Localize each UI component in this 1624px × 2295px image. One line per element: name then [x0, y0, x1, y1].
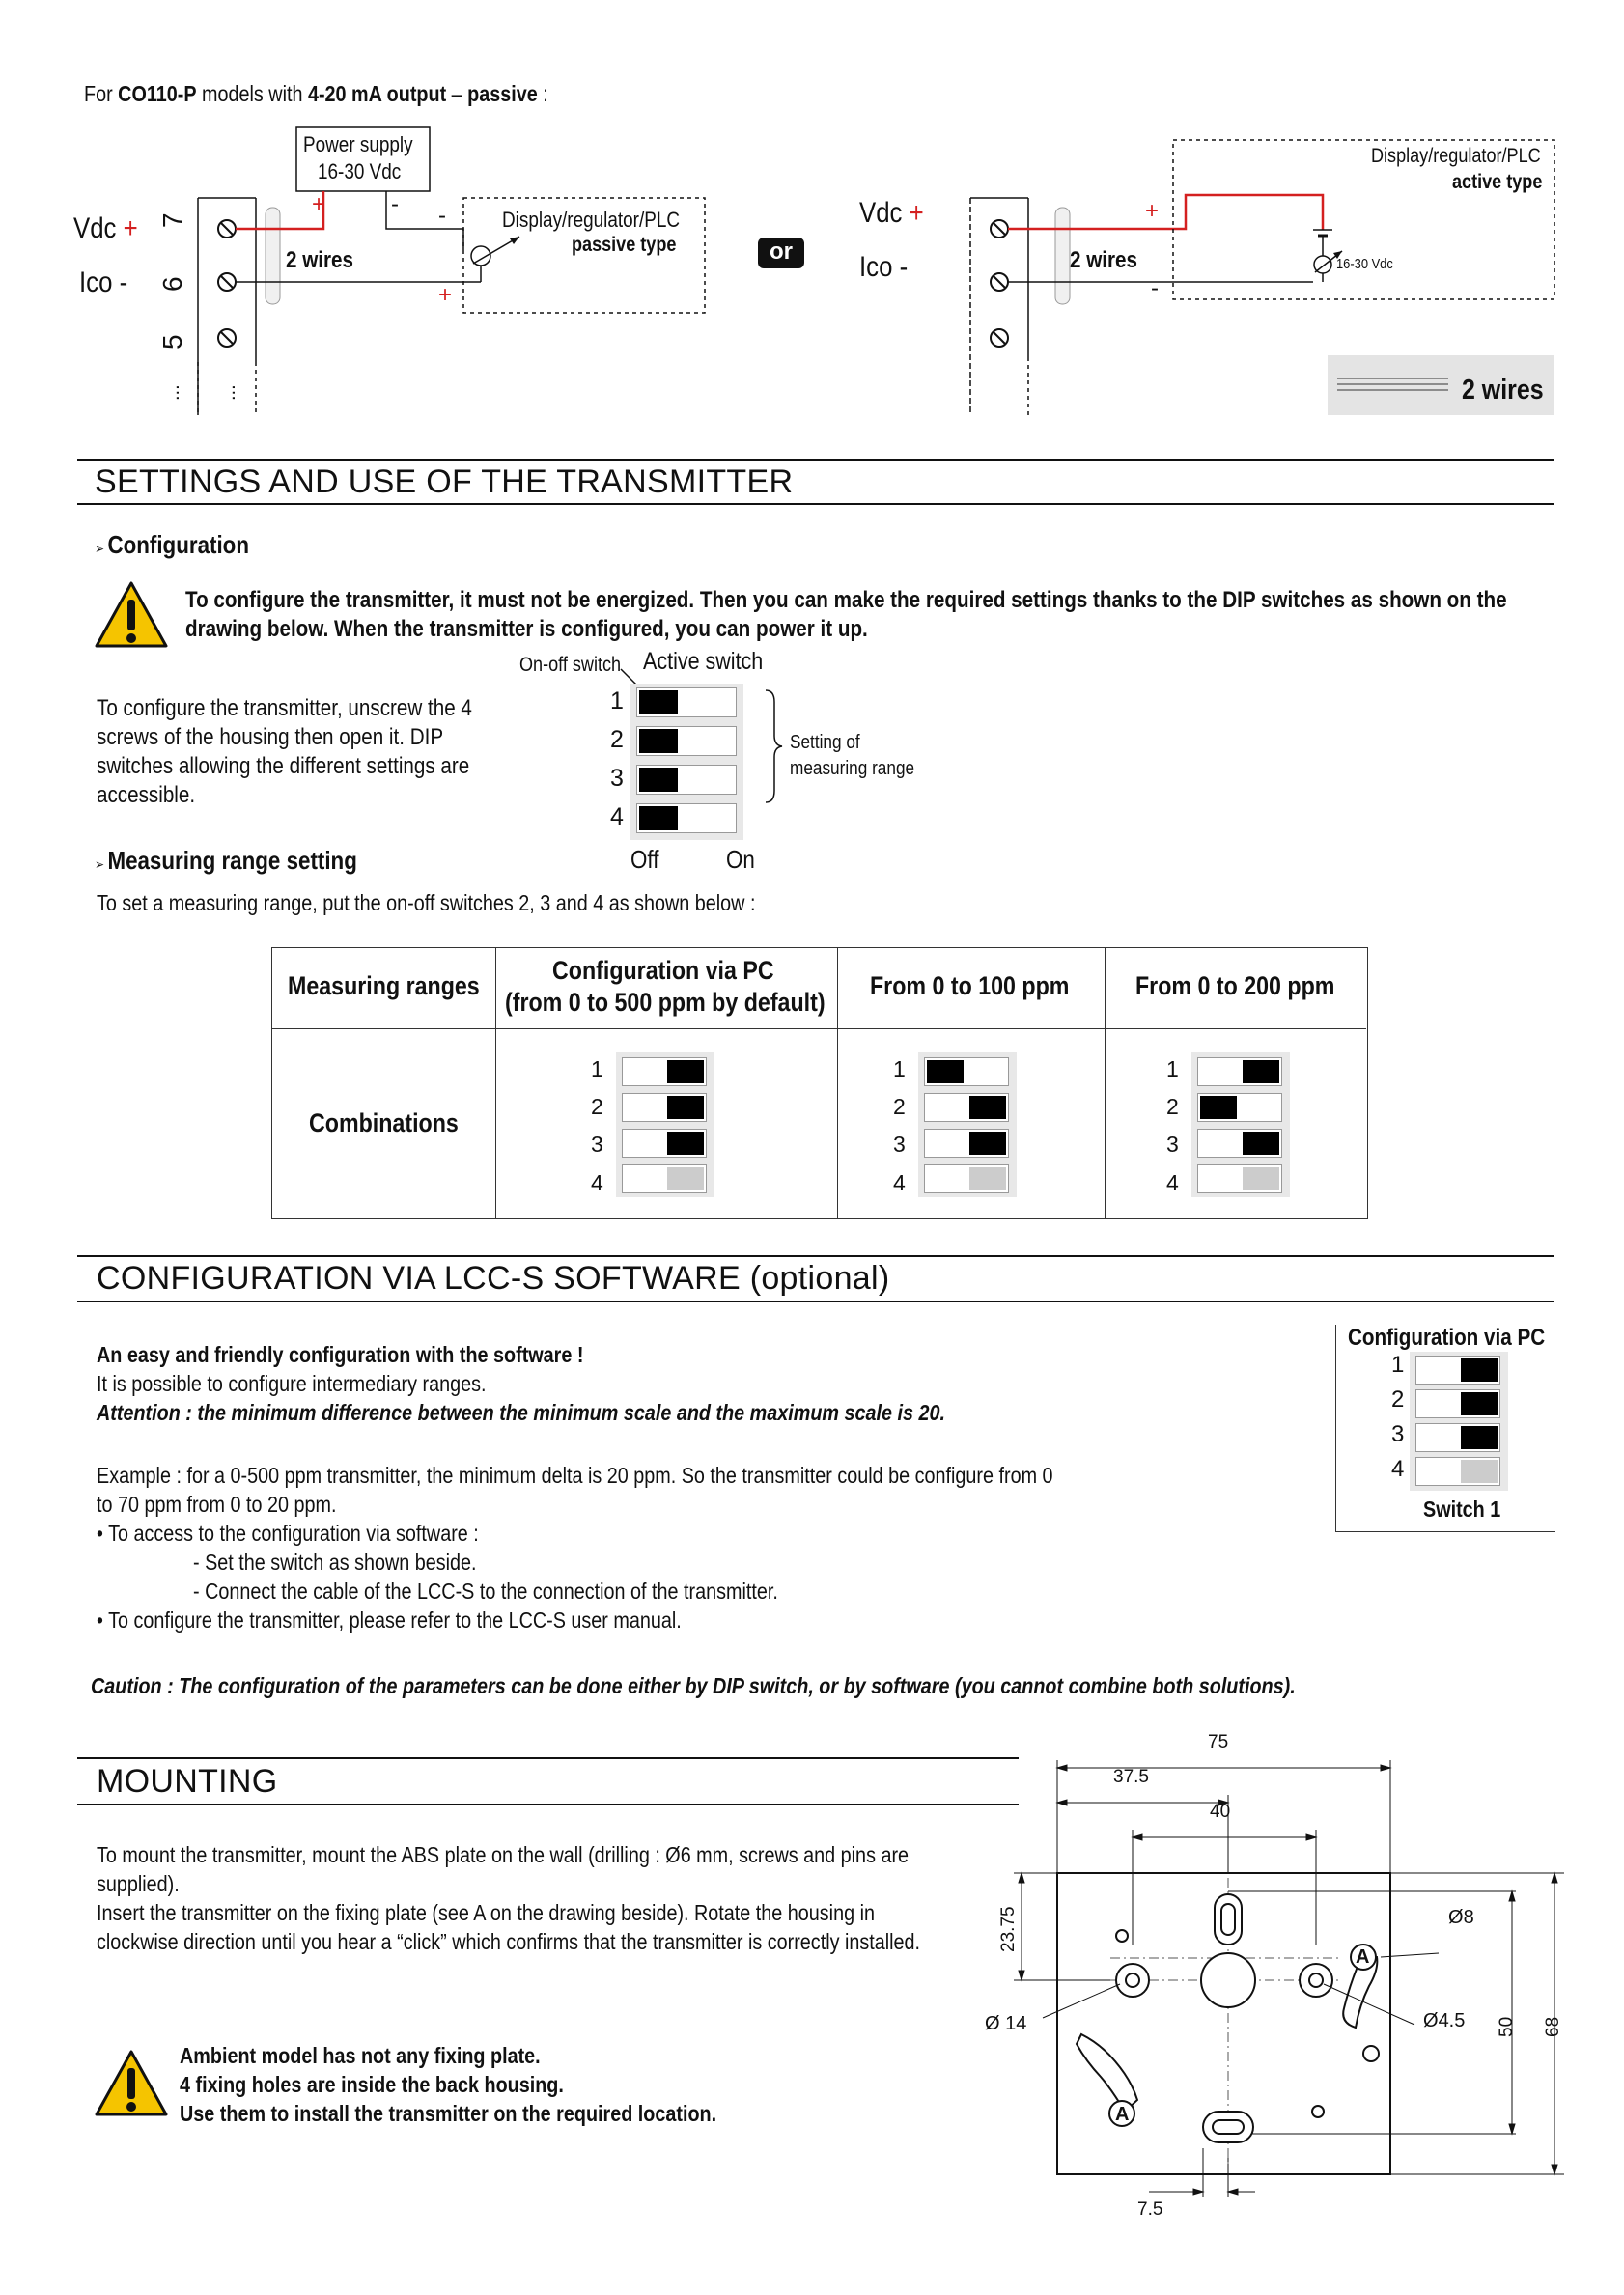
software-attention: Attention : the minimum difference between the minimum scale and the maximum scale is 20.: [97, 1400, 945, 1425]
col3-switch-1-knob: [1243, 1060, 1279, 1083]
pc-switch-1-knob: [1461, 1358, 1498, 1382]
active-vdc-text: Vdc: [859, 197, 903, 229]
col2-switch-2: [924, 1093, 1009, 1122]
intro-suffix: :: [537, 81, 548, 106]
settings-rule-bottom: [77, 503, 1554, 505]
active-vdc-label: [859, 197, 924, 230]
mounting-line-3: Insert the transmitter on the fixing plate (see A on the drawing beside). Rotate the housing in: [97, 1900, 875, 1925]
pc-box-title: Configuration via PC: [1348, 1325, 1546, 1351]
active-terminal-screw-1: [991, 220, 1008, 238]
dim-d45-value: 4.5: [1438, 2010, 1466, 2031]
col3-switch-3: [1197, 1129, 1282, 1158]
col2-switch-3-knob: [969, 1132, 1006, 1155]
software-caution: Caution : The configuration of the parameters can be done either by DIP switch, or by software (you cannot combine both solutions).: [91, 1673, 1296, 1698]
software-example-2: to 70 ppm from 0 to 20 ppm.: [97, 1492, 337, 1517]
terminal-num-7: 7: [157, 212, 187, 228]
dim-68: 68: [1543, 2016, 1563, 2037]
dim-37-5: 37.5: [1113, 1767, 1149, 1787]
mounting-title: MOUNTING: [97, 1763, 278, 1800]
dim-diameter-8: [1448, 1907, 1474, 1929]
pc-box-left-line: [1335, 1325, 1336, 1531]
dim-diameter-14: [985, 2013, 1026, 2035]
ambient-line-2: 4 fixing holes are inside the back housing.: [180, 2072, 564, 2097]
range-intro: To set a measuring range, put the on-off switches 2, 3 and 4 as shown below :: [97, 890, 756, 915]
onoff-switch-label: On-off switch: [519, 654, 622, 676]
vdc-plus: +: [123, 212, 138, 244]
col1-num-1: 1: [591, 1056, 603, 1081]
config-heading-text: Configuration: [107, 530, 250, 559]
software-bullet-1: • To access to the configuration via software :: [97, 1521, 479, 1546]
active-ico-label: [859, 251, 908, 284]
intro-prefix: For: [84, 81, 119, 106]
intro-model: CO110-P: [118, 81, 197, 106]
active-cable-sheath: [1055, 208, 1070, 304]
display-plus-sign: +: [438, 282, 453, 308]
warning-icon: [94, 580, 169, 650]
col2-num-2: 2: [893, 1094, 906, 1119]
intro-dash: –: [446, 81, 468, 106]
col1-switch-2-knob: [667, 1096, 704, 1119]
col2-switch-4: [924, 1164, 1009, 1193]
col1-switch-3-knob: [667, 1132, 704, 1155]
col1-switch-4: [622, 1164, 707, 1193]
table-combinations-header: Combinations: [309, 1108, 459, 1137]
col3-num-2: 2: [1166, 1094, 1179, 1119]
col3-switch-4-knob: [1243, 1167, 1279, 1190]
passive-device-label-2: passive type: [572, 234, 677, 256]
dim-diameter-4-5: [1423, 2010, 1465, 2032]
col3-switch-2: [1197, 1093, 1282, 1122]
col1-num-3: 3: [591, 1132, 603, 1157]
active-terminal-screw-3: [991, 329, 1008, 347]
col3-switch-4: [1197, 1164, 1282, 1193]
active-supply-label: 16-30 Vdc: [1336, 256, 1393, 272]
col1-num-2: 2: [591, 1094, 603, 1119]
col2-num-1: 1: [893, 1056, 906, 1081]
dim-d14-symbol: Ø: [985, 2013, 1000, 2034]
col1-switch-4-knob: [667, 1167, 704, 1190]
intro-line: [84, 79, 548, 109]
warning-text-1: To configure the transmitter, it must not be energized. Then you can make the required settings thanks to the DIP switches as shown on the: [185, 587, 1507, 613]
mounting-line-4: clockwise direction until you hear a “click” which confirms that the transmitter is correctly installed.: [97, 1929, 921, 1954]
active-device-label-1: Display/regulator/PLC: [1371, 145, 1541, 167]
table-col3-header: From 0 to 200 ppm: [1135, 971, 1335, 1000]
settings-rule-top: [77, 459, 1554, 461]
col2-switch-2-knob: [969, 1096, 1006, 1119]
dip-switch-3-knob: [639, 768, 678, 792]
dip-num-3: 3: [610, 765, 624, 792]
pc-switch-3: [1415, 1423, 1500, 1452]
terminal-num-6: 6: [157, 276, 187, 292]
table-row-header: Measuring ranges: [288, 971, 480, 1000]
dim-50: 50: [1497, 2016, 1517, 2037]
dip-num-4: 4: [610, 803, 624, 830]
dip-switch-1-knob: [639, 690, 678, 714]
passive-wires-label: 2 wires: [286, 247, 353, 273]
pc-num-3: 3: [1391, 1421, 1405, 1447]
col1-num-4: 4: [591, 1170, 603, 1195]
col2-switch-4-knob: [969, 1167, 1006, 1190]
ico-text: Ico: [79, 266, 113, 298]
pc-switch-4-knob: [1461, 1460, 1498, 1483]
pc-switch-3-knob: [1461, 1426, 1498, 1449]
off-label: Off: [630, 845, 659, 874]
terminal-num-5: 5: [157, 334, 187, 350]
label-a-right: A: [1356, 1946, 1370, 1968]
dim-d14-value: 14: [1005, 2013, 1027, 2034]
psu-minus-sign: -: [391, 191, 399, 217]
vdc-label: [73, 212, 138, 245]
intro-output: 4-20 mA output: [307, 81, 447, 106]
mounting-rule-bottom: [77, 1804, 1019, 1805]
col3-num-3: 3: [1166, 1132, 1179, 1157]
ambient-line-1: Ambient model has not any fixing plate.: [180, 2043, 541, 2068]
config-heading: [95, 530, 249, 560]
table-col2-header: From 0 to 100 ppm: [870, 971, 1070, 1000]
table-col1-header-1: Configuration via PC: [552, 956, 774, 985]
display-minus-sign: -: [438, 203, 446, 229]
ico-label: [79, 266, 127, 299]
active-ico-text: Ico: [859, 251, 893, 283]
terminal-screw-5: [218, 329, 236, 347]
terminal-screw-6: [218, 273, 236, 291]
terminal-dots-left: ...: [162, 384, 183, 401]
software-title: CONFIGURATION VIA LCC-S SOFTWARE (optional): [97, 1260, 890, 1297]
dim-7-5: 7.5: [1137, 2199, 1163, 2220]
power-supply-label-2: 16-30 Vdc: [318, 159, 402, 183]
dim-23-75: 23.75: [998, 1906, 1019, 1952]
dip-switch-4[interactable]: [636, 803, 737, 833]
brace-label-2: measuring range: [790, 758, 915, 779]
active-switch-label: Active switch: [643, 648, 764, 675]
col2-num-4: 4: [893, 1170, 906, 1195]
pc-box-caption: Switch 1: [1423, 1497, 1501, 1522]
dip-switch-4-knob: [639, 806, 678, 830]
label-a-left: A: [1115, 2104, 1130, 2125]
active-device-label-2: active type: [1452, 171, 1543, 193]
pc-num-4: 4: [1391, 1456, 1405, 1482]
intro-type: passive: [467, 81, 538, 106]
col3-num-4: 4: [1166, 1170, 1179, 1195]
config-desc-3: switches allowing the different settings are: [97, 753, 470, 779]
ammeter-icon: [471, 237, 519, 266]
col3-switch-2-knob: [1200, 1096, 1237, 1119]
active-ico-minus: -: [899, 251, 909, 283]
software-line2: It is possible to configure intermediary ranges.: [97, 1371, 487, 1396]
col1-switch-2: [622, 1093, 707, 1122]
config-desc-2: screws of the housing then open it. DIP: [97, 724, 444, 750]
dip-switch-2-knob: [639, 729, 678, 753]
software-sub-2: - Connect the cable of the LCC-S to the connection of the transmitter.: [193, 1579, 778, 1604]
ambient-line-3: Use them to install the transmitter on the required location.: [180, 2101, 717, 2126]
software-lead: An easy and friendly configuration with the software !: [97, 1342, 584, 1367]
config-desc-4: accessible.: [97, 782, 196, 808]
config-desc-1: To configure the transmitter, unscrew the 4: [97, 695, 472, 721]
software-rule-bottom: [77, 1301, 1554, 1302]
dim-75: 75: [1208, 1732, 1229, 1752]
ico-minus: -: [119, 266, 128, 298]
dip-num-1: 1: [610, 687, 624, 714]
software-rule-top: [77, 1255, 1554, 1257]
pc-switch-1: [1415, 1356, 1500, 1385]
software-sub-1: - Set the switch as shown beside.: [193, 1550, 477, 1575]
active-vdc-plus: +: [909, 197, 924, 229]
pc-switch-2: [1415, 1389, 1500, 1418]
col3-switch-3-knob: [1243, 1132, 1279, 1155]
dim-40: 40: [1210, 1802, 1231, 1822]
active-plus-sign: +: [1145, 198, 1160, 224]
brace-label-1: Setting of: [790, 732, 860, 753]
dip-switch-3[interactable]: [636, 765, 737, 795]
mounting-plate-drawing: [975, 1733, 1593, 2216]
pc-switch-4: [1415, 1457, 1500, 1486]
dim-d45-symbol: Ø: [1423, 2010, 1439, 2031]
col3-switch-1: [1197, 1057, 1282, 1086]
or-badge: [758, 238, 804, 268]
battery-icon: [1313, 230, 1332, 257]
active-wires-label: 2 wires: [1070, 247, 1137, 273]
terminal-screw-7: [218, 220, 236, 238]
psu-plus-sign: +: [312, 191, 326, 217]
pc-box-bottom-line: [1335, 1531, 1555, 1532]
col3-num-1: 1: [1166, 1056, 1179, 1081]
col2-switch-1: [924, 1057, 1009, 1086]
brace-icon: [763, 687, 792, 805]
mounting-line-1: To mount the transmitter, mount the ABS plate on the wall (drilling : Ø6 mm, screws and pins are: [97, 1842, 910, 1867]
bullet-arrow-icon-2: ➢: [95, 856, 108, 872]
col1-switch-1-knob: [667, 1060, 704, 1083]
mounting-line-2: supplied).: [97, 1871, 180, 1896]
col2-switch-3: [924, 1129, 1009, 1158]
wires-legend-label: 2 wires: [1462, 375, 1544, 406]
pc-switch-2-knob: [1461, 1392, 1498, 1415]
on-label: On: [726, 845, 755, 874]
range-heading-text: Measuring range setting: [107, 846, 357, 875]
intro-mid: models with: [196, 81, 308, 106]
dim-d8-value: 8: [1463, 1907, 1474, 1928]
col1-switch-3: [622, 1129, 707, 1158]
cable-sheath: [266, 208, 280, 304]
col1-switch-1: [622, 1057, 707, 1086]
dim-d8-symbol: Ø: [1448, 1907, 1464, 1928]
active-terminal-screw-2: [991, 273, 1008, 291]
pc-num-1: 1: [1391, 1352, 1405, 1378]
range-heading: [95, 846, 357, 876]
terminal-dots-right: ...: [218, 384, 239, 401]
warning-text-2: drawing below. When the transmitter is configured, you can power it up.: [185, 616, 868, 642]
passive-device-label-1: Display/regulator/PLC: [502, 208, 681, 232]
warning-icon-2: [94, 2049, 169, 2118]
dip-switch-2[interactable]: [636, 726, 737, 756]
bullet-arrow-icon: ➢: [95, 541, 108, 556]
software-example-1: Example : for a 0-500 ppm transmitter, the minimum delta is 20 ppm. So the transmitter could be configure from 0: [97, 1463, 1053, 1488]
or-badge-text: or: [770, 238, 793, 265]
settings-title: SETTINGS AND USE OF THE TRANSMITTER: [95, 463, 794, 500]
software-bullet-2: • To configure the transmitter, please refer to the LCC-S user manual.: [97, 1608, 682, 1633]
table-col1-header-2: (from 0 to 500 ppm by default): [505, 988, 826, 1017]
col2-num-3: 3: [893, 1132, 906, 1157]
col2-switch-1-knob: [927, 1060, 964, 1083]
pc-num-2: 2: [1391, 1386, 1405, 1413]
dip-num-2: 2: [610, 726, 624, 753]
vdc-text: Vdc: [73, 212, 117, 244]
active-minus-sign: -: [1151, 275, 1159, 301]
mounting-rule-top: [77, 1757, 1019, 1759]
power-supply-label-1: Power supply: [303, 132, 413, 156]
dip-switch-1[interactable]: [636, 687, 737, 717]
